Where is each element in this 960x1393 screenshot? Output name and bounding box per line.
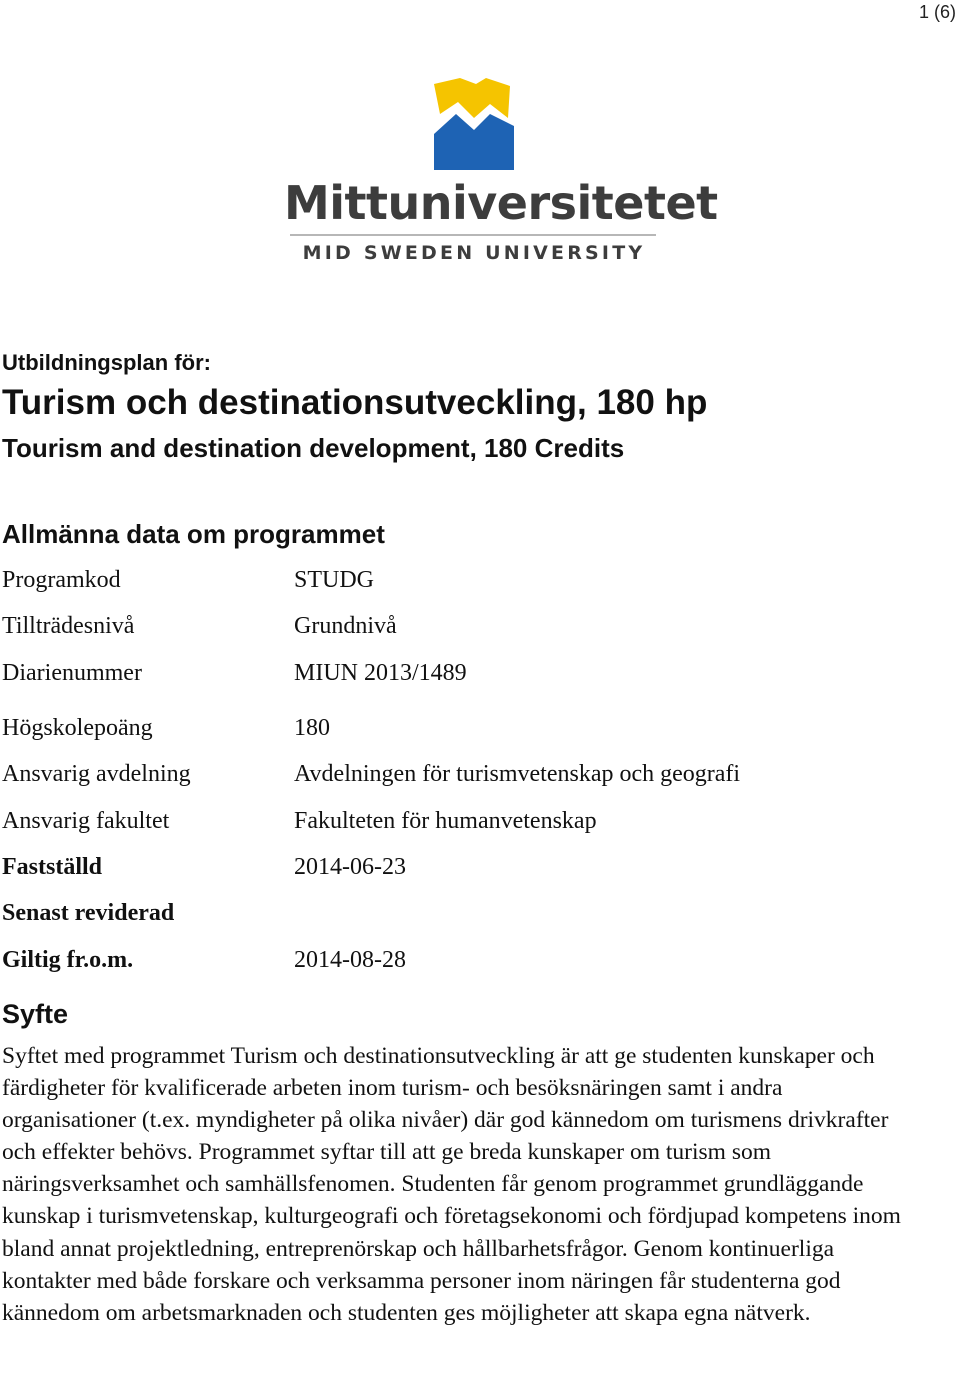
syfte-paragraph: Syftet med programmet Turism och destinationsutveckling är att ge studenten kunskaper och färdigheter för kvalificerade arbeten inom turism- och besöksnäringen samt i andra organisationer (t.ex. myndigheter på olika nivåer) där god kännedom om turismens drivkrafter och effekter behövs. Programmet syftar till att ge breda kunskaper om turism som näringsverksamhet och samhällsfenomen. Studenten får genom programmet grundläggande kunskap i turismvetenskap, kulturgeografi och företagsekonomi och fördjupad kompetens inom bland annat projektledning, entreprenörskap och hållbarhetsfrågor. Genom kontinuerliga kontakter med både forskare och verksamma personer inom näringen får studenterna god kännedom om arbetsmarknaden och studenten ges möjligheter att skapa egna nätverk. [2,1043,901,1326]
info-row-hogskolepoang [2,715,942,745]
logo-blue-shape [434,114,514,170]
logo-subtitle: MID SWEDEN UNIVERSITY [302,242,646,264]
plan-label: Utbildningsplan för: [2,350,211,375]
info-label: Ansvarig fakultet [2,808,170,834]
info-row-diarienummer [2,660,942,690]
university-logo [284,74,718,274]
page-number: 1 (6) [918,2,956,22]
page-subtitle: Tourism and destination development, 180 Credits [2,433,625,463]
info-value: Fakulteten för humanvetenskap [294,808,597,834]
info-value: 180 [294,715,330,741]
info-row-giltig-from [2,947,942,977]
info-label: Diarienummer [2,660,142,686]
info-value: 2014-06-23 [294,854,406,880]
info-row-faststalld [2,854,942,884]
info-row-programkod [2,567,942,597]
info-label: Programkod [2,567,121,593]
info-label: Ansvarig avdelning [2,761,191,787]
logo-divider [290,234,656,236]
general-data-heading: Allmänna data om programmet [2,519,385,549]
logo-mark-icon [284,74,664,174]
info-value: Avdelningen för turismvetenskap och geografi [294,761,741,787]
info-label: Fastställd [2,854,103,880]
info-value: MIUN 2013/1489 [294,660,467,686]
info-label: Högskolepoäng [2,715,153,741]
logo-name: Mittuniversitetet [284,176,718,230]
info-label: Giltig fr.o.m. [2,947,134,973]
info-row-ansvarig-fakultet [2,808,942,838]
logo-yellow-shape [434,78,510,118]
info-value: Grundnivå [294,613,397,639]
info-value: 2014-08-28 [294,947,406,973]
info-row-ansvarig-avdelning [2,761,942,791]
info-row-senast-reviderad [2,900,942,930]
info-label: Senast reviderad [2,900,175,926]
page-title: Turism och destinationsutveckling, 180 hp [2,383,708,422]
info-row-tilltradesniva [2,613,942,643]
info-label: Tillträdesnivå [2,613,135,639]
syfte-heading: Syfte [2,999,69,1029]
info-value: STUDG [294,567,375,593]
